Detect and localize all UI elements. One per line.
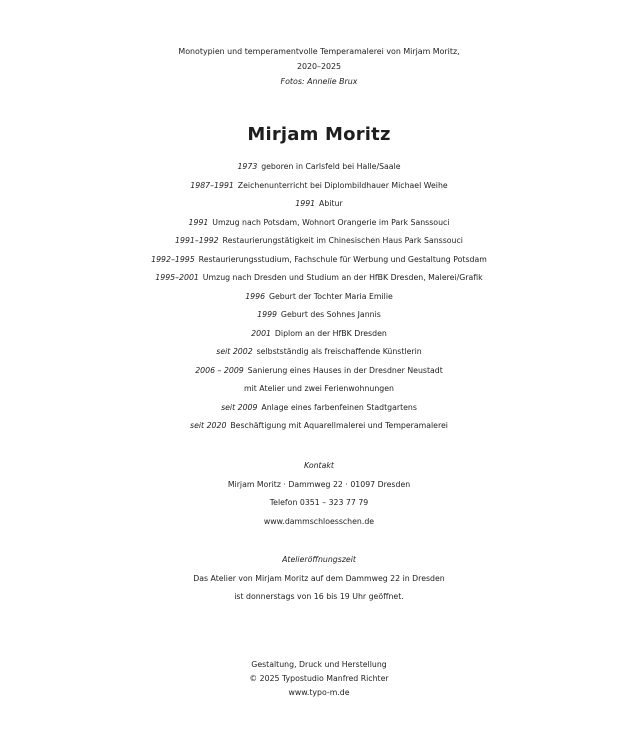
biography-year: 1973 xyxy=(237,162,258,171)
biography-entry xyxy=(0,232,638,251)
biography-entry xyxy=(0,325,638,344)
biography-year: 1995–2001 xyxy=(155,273,199,282)
colophon-line-2: © 2025 Typostudio Manfred Richter xyxy=(249,674,389,683)
biography-text: Anlage eines farbenfeinen Stadtgartens xyxy=(261,402,417,412)
colophon xyxy=(0,658,638,700)
biography-year: 1991–1992 xyxy=(175,236,219,245)
contact-heading: Kontakt xyxy=(304,461,334,470)
biography-text: Zeichenunterricht bei Diplombildhauer Michael Weihe xyxy=(237,180,448,190)
intro-title: Monotypien und temperamentvolle Temperamalerei von Mirjam Moritz, xyxy=(178,47,460,56)
opening-line-2: ist donnerstags von 16 bis 19 Uhr geöffnet. xyxy=(234,592,404,601)
biography-text: Restaurierungstätigkeit im Chinesischen Haus Park Sanssouci xyxy=(222,236,463,245)
contact-phone: Telefon 0351 – 323 77 79 xyxy=(269,498,369,507)
biography-entry xyxy=(0,251,638,270)
biography-text: Abitur xyxy=(319,199,343,208)
biography-year: 2006 – 2009 xyxy=(195,365,244,375)
intro-years: 2020–2025 xyxy=(296,62,342,71)
opening-heading: Atelieröffnungszeit xyxy=(282,555,356,564)
biography-year: 1992–1995 xyxy=(151,254,195,264)
biography-entry xyxy=(0,158,638,177)
biography-entry xyxy=(0,269,638,288)
biography-text: Umzug nach Dresden und Studium an der HfBK Dresden, Malerei/Grafik xyxy=(202,273,483,282)
colophon-line-3: www.typo-m.de xyxy=(288,688,350,697)
biography-text: selbstständig als freischaffende Künstlerin xyxy=(256,347,422,356)
biography-text: Diplom an der HfBK Dresden xyxy=(274,328,387,338)
biography-text: Restaurierungsstudium, Fachschule für Werbung und Gestaltung Potsdam xyxy=(198,254,487,264)
biography-entry xyxy=(0,380,638,399)
biography-year: seit 2002 xyxy=(216,347,253,356)
biography-entry xyxy=(0,288,638,307)
biography-entry xyxy=(0,177,638,196)
biography-year: 1987–1991 xyxy=(190,180,234,190)
opening-hours-block xyxy=(0,551,638,607)
biography-year: 2001 xyxy=(251,328,272,338)
biography-entry xyxy=(0,362,638,381)
biography-entry xyxy=(0,214,638,233)
biography-text: geboren in Carlsfeld bei Halle/Saale xyxy=(261,162,401,171)
biography-text: Beschäftigung mit Aquarellmalerei und Temperamalerei xyxy=(230,421,448,430)
biography-text: mit Atelier und zwei Ferienwohnungen xyxy=(244,384,394,393)
biography-year: seit 2020 xyxy=(190,421,227,430)
biography-year: 1999 xyxy=(257,310,278,319)
biography-entry xyxy=(0,417,638,436)
artist-name: Mirjam Moritz xyxy=(247,124,391,145)
biography-year: 1996 xyxy=(245,291,266,301)
biography-year: 1991 xyxy=(295,199,316,208)
colophon-line-1: Gestaltung, Druck und Herstellung xyxy=(251,660,387,669)
biography-text: Umzug nach Potsdam, Wohnort Orangerie im Park Sanssouci xyxy=(212,217,450,227)
biography-entry xyxy=(0,306,638,325)
opening-line-1: Das Atelier von Mirjam Moritz auf dem Dammweg 22 in Dresden xyxy=(193,573,445,583)
biography-entry xyxy=(0,343,638,362)
biography-year: seit 2009 xyxy=(221,402,258,412)
photo-credit: Fotos: Annelie Brux xyxy=(280,77,358,86)
contact-address: Mirjam Moritz · Dammweg 22 · 01097 Dresden xyxy=(227,479,411,489)
biography-entry xyxy=(0,399,638,418)
contact-block xyxy=(0,457,638,531)
biography-year: 1991 xyxy=(188,217,209,227)
intro-block xyxy=(0,44,638,89)
biography-text: Geburt der Tochter Maria Emilie xyxy=(268,291,393,301)
biography-list xyxy=(0,158,638,436)
biography-text: Sanierung eines Hauses in der Dresdner Neustadt xyxy=(247,365,443,375)
biography-text: Geburt des Sohnes Jannis xyxy=(280,310,381,319)
biography-entry xyxy=(0,195,638,214)
contact-website: www.dammschloesschen.de xyxy=(263,516,375,526)
